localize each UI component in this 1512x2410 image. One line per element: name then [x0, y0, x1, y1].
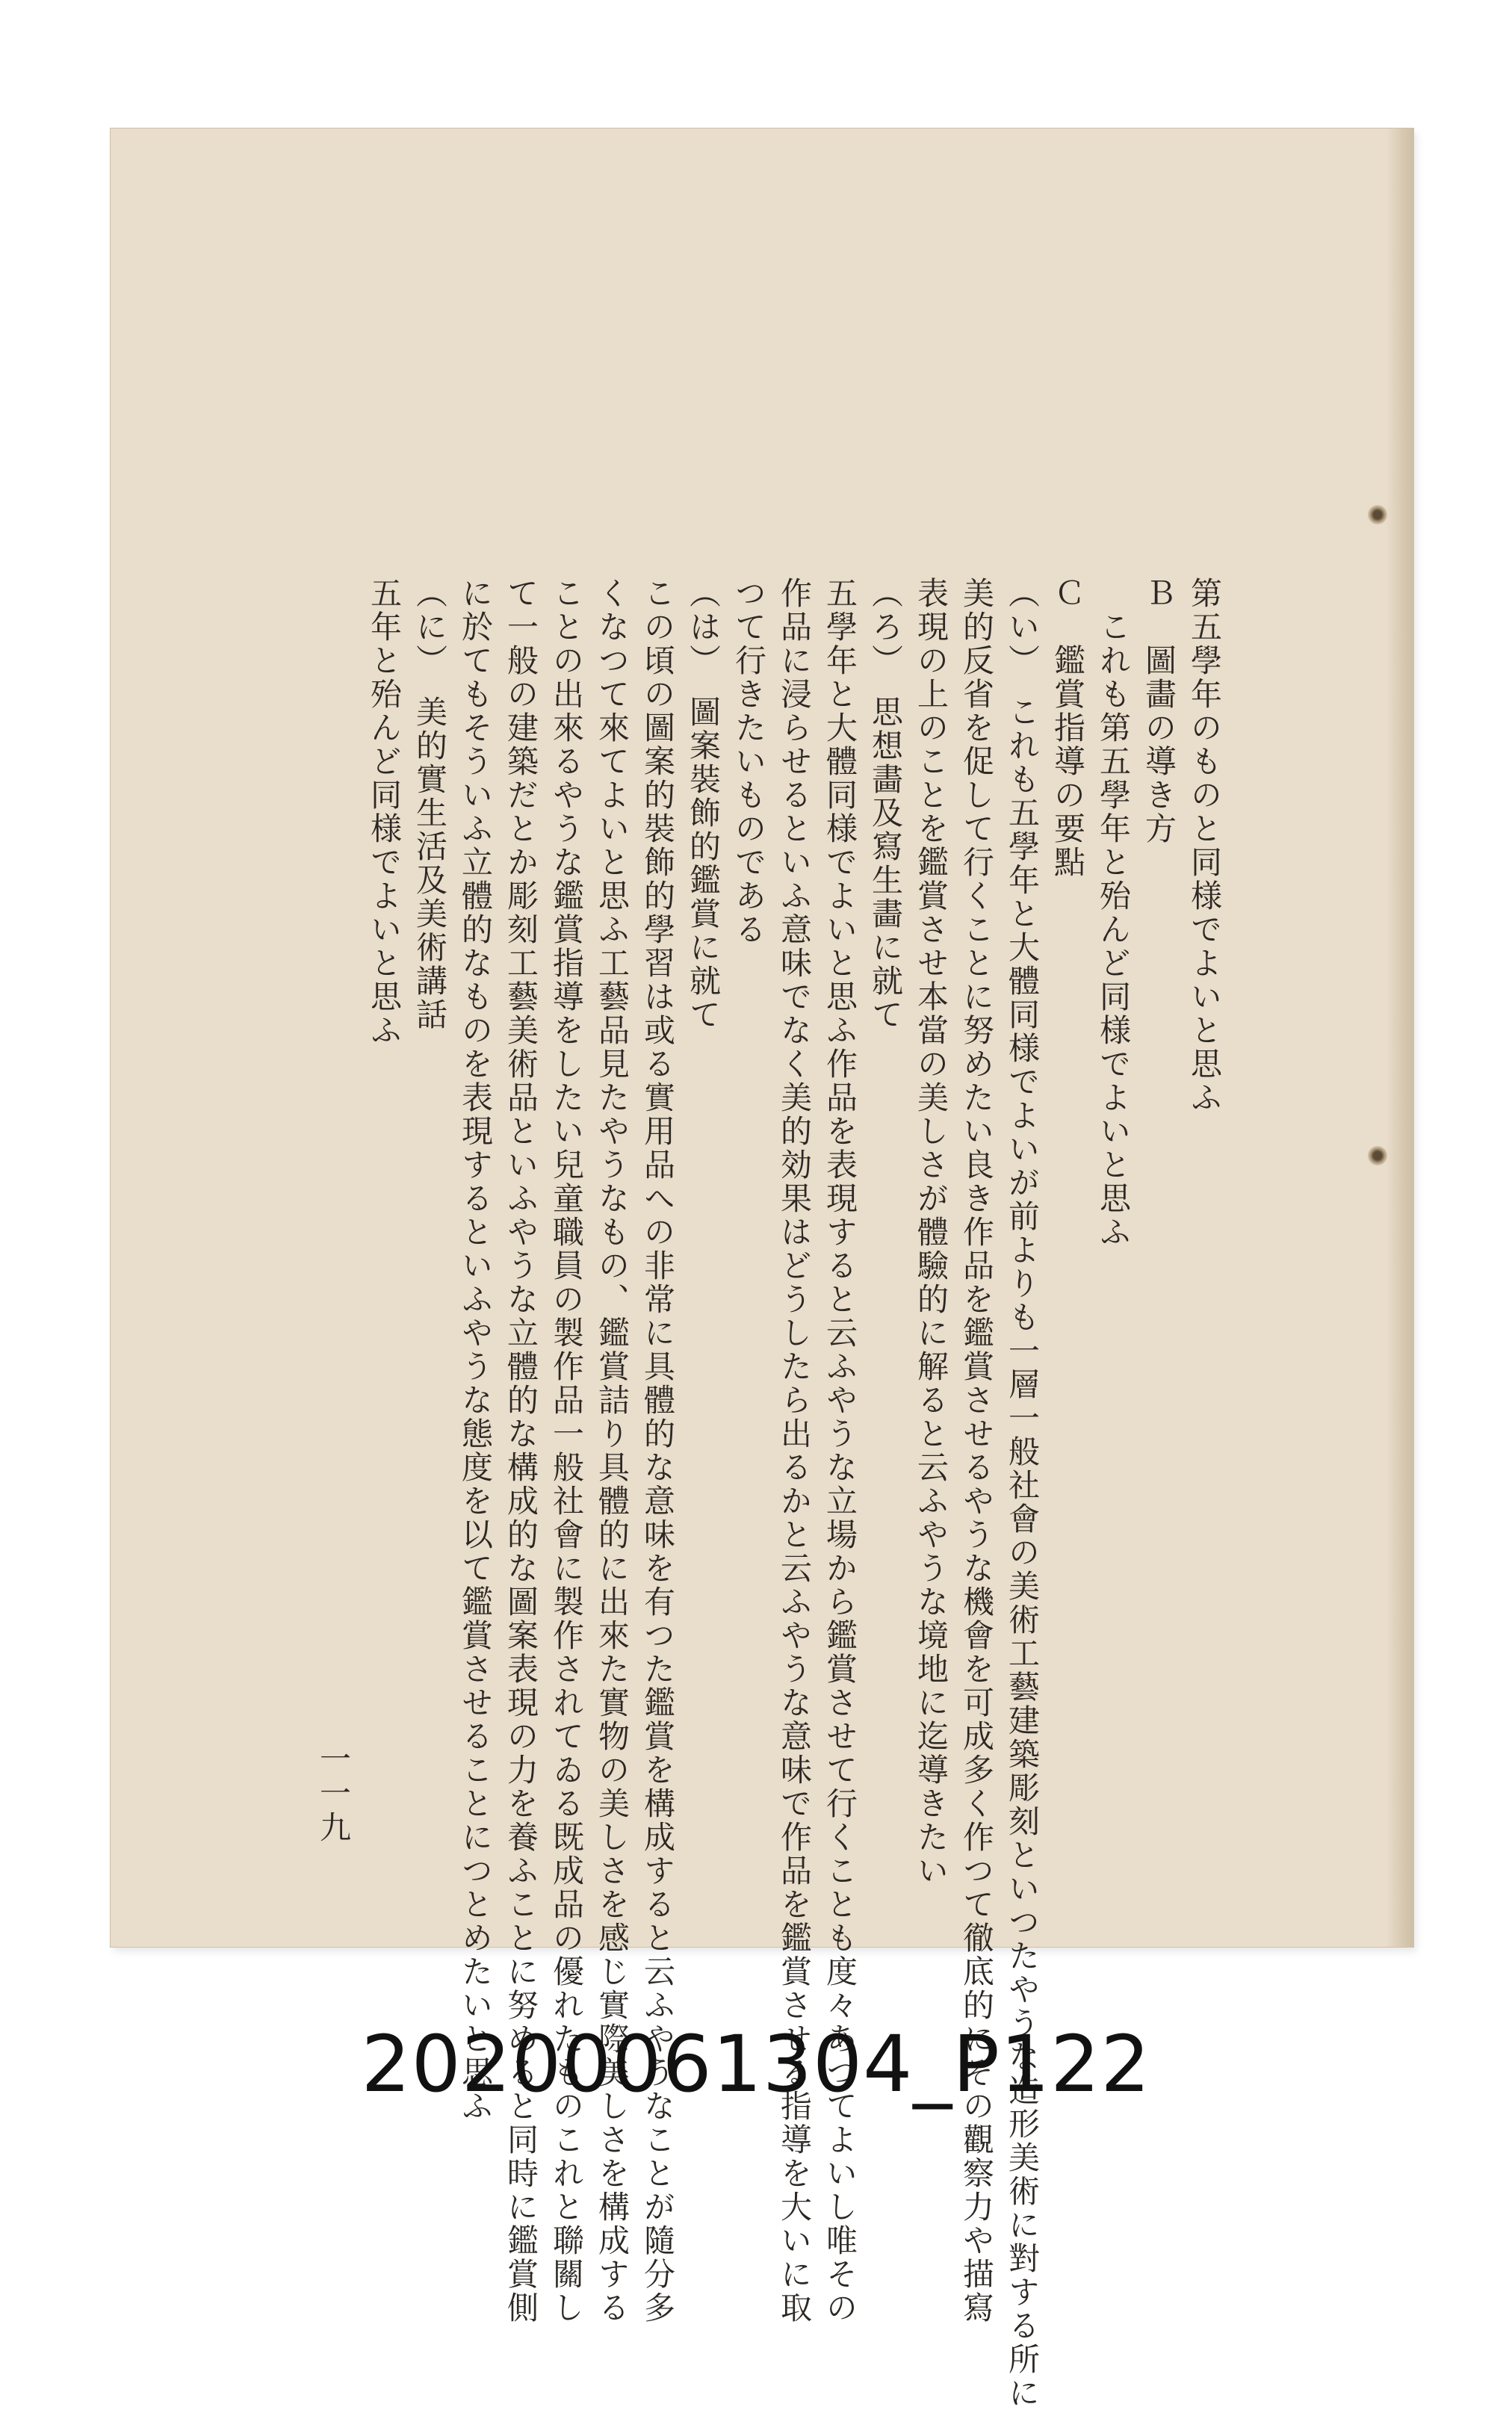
binding-hole-top	[1368, 505, 1387, 524]
text-column: 表現の上のことを鑑賞させ本當の美しさが體驗的に解ると云ふやうな境地に迄導きたい	[913, 577, 949, 1888]
text-column: （い） これも五學年と大體同様でよいが前よりも一層一般社會の美術工藝建築彫刻といつたやうな造形美術に對する所に	[1004, 577, 1041, 2410]
catalog-id-caption: 20200061304_P122	[361, 2019, 1151, 2110]
text-column: この頃の圖案的裝飾的學習は或る實用品への非常に具體的な意味を有つた鑑賞を構成すると云ふやうなことが隨分多	[639, 577, 676, 2325]
text-column: て一般の建築だとか彫刻工藝美術品といふやうな立體的な構成的な圖案表現の力を養ふことに努めると同時に鑑賞側	[503, 577, 539, 2325]
text-column: ことの出來るやうな鑑賞指導をしたい兒童職員の製作品一般社會に製作されてゐる既成品の優れたものこれと聯關し	[548, 577, 585, 2325]
text-column: くなつて來てよいと思ふ工藝品見たやうなもの、鑑賞詰り具體的に出來た實物の美しさを感じ實際美しさを構成する	[594, 577, 630, 2325]
page-edge	[1386, 128, 1413, 1947]
text-column: 作品に浸らせるといふ意味でなく美的効果はどうしたら出るかと云ふやうな意味で作品を鑑賞させる指導を大いに取	[776, 577, 813, 2325]
text-column: （に） 美的實生活及美術講話	[412, 577, 448, 1032]
text-column: 五學年と大體同様でよいと思ふ作品を表現すると云ふやうな立場から鑑賞させて行くことも度々あつてよいし唯その	[822, 577, 858, 2325]
text-column: つて行きたいものである	[731, 577, 767, 947]
text-column: （は） 圖案裝飾的鑑賞に就て	[685, 577, 722, 1032]
text-column: Ｂ 圖畵の導き方	[1141, 577, 1177, 846]
binding-hole-bottom	[1368, 1146, 1387, 1165]
text-column: これも第五學年と殆んど同様でよいと思ふ	[1095, 577, 1132, 1249]
text-column: 第五學年のものと同様でよいと思ふ	[1186, 577, 1223, 1115]
text-column: に於てもそういふ立體的なものを表現するといふやうな態度を以て鑑賞させることにつとめたいと思ふ	[457, 577, 494, 2123]
text-column: Ｃ 鑑賞指導の要點	[1050, 577, 1086, 879]
page-number: 一一九	[315, 1742, 352, 1845]
text-column: （ろ） 思想畵及寫生畵に就て	[867, 577, 904, 1032]
text-column: 五年と殆んど同様でよいと思ふ	[366, 577, 403, 1047]
text-column: 美的反省を促して行くことに努めたい良き作品を鑑賞させるやうな機會を可成多く作つて徹底的にその觀察力や描寫	[958, 577, 995, 2325]
